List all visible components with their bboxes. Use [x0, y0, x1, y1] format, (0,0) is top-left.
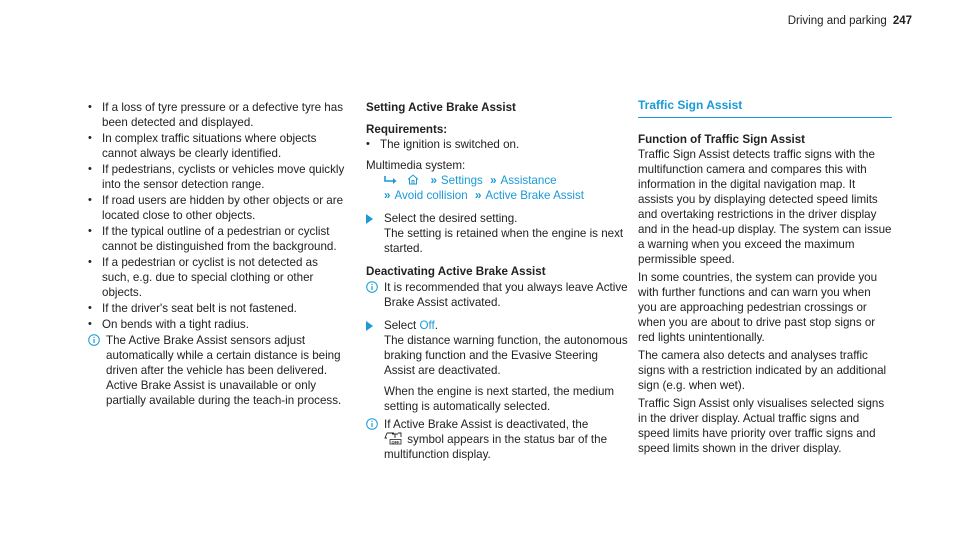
deactivating-title: Deactivating Active Brake Assist	[366, 265, 546, 278]
requirements-list	[366, 137, 628, 152]
step-triangle-icon	[366, 321, 373, 331]
note-text: It is recommended that you always leave Active Brake Assist activated.	[384, 281, 628, 309]
info-note	[88, 333, 348, 408]
arrow-right-icon: »	[490, 174, 497, 187]
menu-path-line2	[366, 188, 628, 203]
info-icon	[88, 334, 100, 346]
list-item: • The ignition is switched on.	[366, 137, 628, 152]
step-text: Select the desired setting.	[384, 212, 518, 225]
section-label: Driving and parking	[787, 15, 887, 27]
step-result: The setting is retained when the engine is next started.	[384, 227, 624, 255]
paragraph: The camera also detects and analyses traffic signs with a restriction indicated by an additional sign (e.g. when wet).	[638, 349, 887, 392]
note-text: The Active Brake Assist sensors adjust automatically while a certain distance is being driven after the vehicle has been delivered. Active Brake Assist is unavailable or only partially available during the teach-in process.	[106, 334, 342, 407]
step-result: The distance warning function, the autonomous braking function and the Evasive Steering Assist are deactivated.	[384, 334, 628, 377]
list-item: • If the typical outline of a pedestrian or cyclist cannot be distinguished from the background.	[88, 224, 348, 254]
instruction-step	[366, 211, 628, 256]
info-note	[366, 417, 628, 462]
page-number: 247	[892, 15, 912, 27]
note-text-b: symbol appears in the status bar of the multifunction display.	[384, 433, 608, 461]
instruction-step	[366, 318, 628, 414]
requirements-label: Requirements:	[366, 123, 448, 136]
info-icon	[366, 281, 378, 293]
function-title: Function of Traffic Sign Assist	[638, 133, 806, 146]
option-off[interactable]: Off	[419, 319, 435, 332]
paragraph: Traffic Sign Assist only visualises selected signs in the driver display. Actual traffic signs and speed limits have priority over traffic signs and speed limits shown in the driver display.	[638, 397, 885, 455]
list-item: • On bends with a tight radius.	[88, 317, 348, 332]
list-item: • If a loss of tyre pressure or a defective tyre has been detected and displayed.	[88, 100, 348, 130]
arrow-right-icon: »	[384, 189, 391, 202]
info-icon	[366, 418, 378, 430]
traffic-sign-assist-heading: Traffic Sign Assist	[638, 98, 892, 118]
list-item: • If road users are hidden by other objects or are located close to other objects.	[88, 193, 348, 223]
abs-off-symbol-icon	[384, 432, 404, 445]
list-item: • If pedestrians, cyclists or vehicles move quickly into the sensor detection range.	[88, 162, 348, 192]
column-left	[88, 100, 348, 408]
home-icon	[407, 174, 419, 185]
info-note	[366, 280, 628, 310]
list-item: • If a pedestrian or cyclist is not detected as such, e.g. due to special clothing or other objects.	[88, 255, 348, 300]
list-item: • In complex traffic situations where objects cannot always be clearly identified.	[88, 131, 348, 161]
menu-item-avoid-collision[interactable]: Avoid collision	[394, 189, 468, 202]
menu-item-active-brake-assist[interactable]: Active Brake Assist	[485, 189, 584, 202]
step-triangle-icon	[366, 214, 373, 224]
column-middle	[366, 100, 628, 462]
multimedia-label: Multimedia system:	[366, 159, 466, 172]
menu-path-line1	[366, 173, 628, 188]
step-result: When the engine is next started, the medium setting is automatically selected.	[384, 385, 615, 413]
page-header	[788, 14, 912, 29]
column-right	[638, 98, 892, 456]
limitations-list	[88, 100, 348, 332]
menu-item-assistance[interactable]: Assistance	[500, 174, 557, 187]
paragraph: Traffic Sign Assist detects traffic signs with the multifunction camera and compares this with information in the digital navigation map. It assists you by displaying detected speed limits and overtaking restrictions in the driver display and in the head-up display. The system can issue a warning when you exceed the maximum permissible speed.	[638, 148, 892, 266]
menu-item-settings[interactable]: Settings	[440, 174, 483, 187]
step-period: .	[434, 319, 438, 332]
return-arrow-icon	[384, 175, 398, 185]
note-text-a: If Active Brake Assist is deactivated, the	[384, 418, 589, 431]
step-text	[384, 318, 628, 333]
select-word: Select	[384, 319, 417, 332]
arrow-right-icon: »	[430, 174, 437, 187]
setting-title: Setting Active Brake Assist	[366, 101, 516, 114]
arrow-right-icon: »	[474, 189, 482, 202]
paragraph: In some countries, the system can provide you with further functions and can warn you when you are approaching pedestrian crossings or when you are about to drive past stop signs or red lights unintentionally.	[638, 271, 878, 344]
svg-text:OFF: OFF	[391, 439, 400, 445]
list-item: • If the driver's seat belt is not fastened.	[88, 301, 348, 316]
